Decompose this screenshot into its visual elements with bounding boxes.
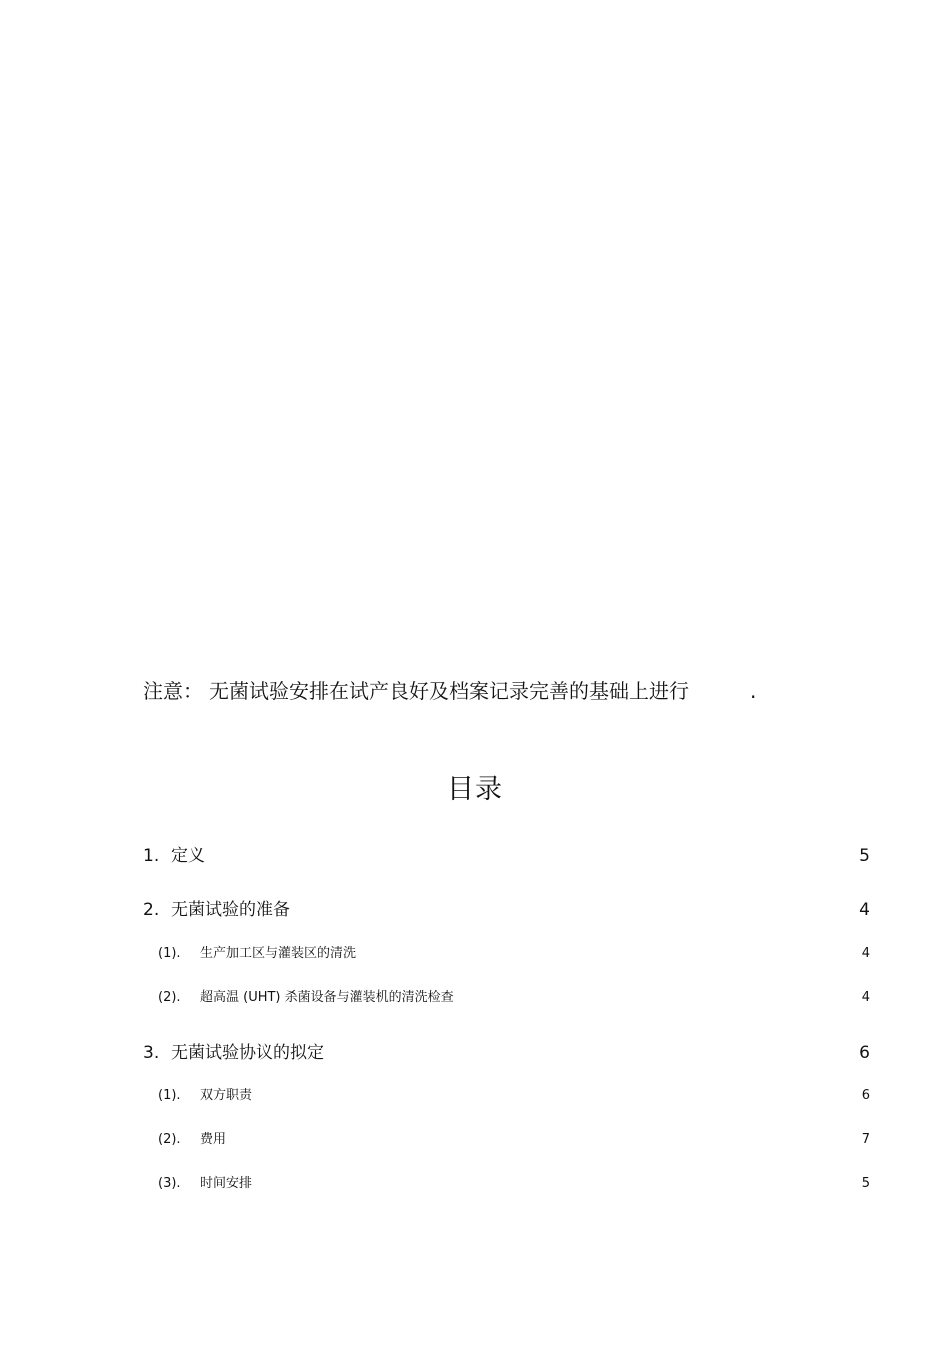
toc-entry-page: 4	[859, 900, 870, 920]
toc-title: 目录	[447, 774, 503, 805]
toc-entry-text: 无菌试验的准备	[171, 900, 290, 920]
toc-entry-text: 生产加工区与灌装区的清洗	[200, 946, 357, 961]
toc-entry-text: 超高温 (UHT) 杀菌设备与灌装机的清洗检查	[200, 990, 454, 1005]
toc-entry-text: 双方职责	[200, 1088, 253, 1103]
toc-entry-page: 5	[859, 846, 870, 866]
toc-entry-3-3[interactable]	[143, 1174, 870, 1194]
toc-entry-text: 无菌试验协议的拟定	[171, 1043, 324, 1063]
note-line	[143, 677, 689, 705]
toc-entry-number: (3).	[158, 1176, 181, 1191]
toc-entry-page: 4	[861, 946, 870, 961]
toc-entry-number: (2).	[158, 1132, 181, 1147]
toc-entry-3[interactable]	[143, 1041, 870, 1065]
toc-entry-page: 6	[859, 1043, 870, 1063]
toc-entry-2-2[interactable]	[143, 988, 870, 1008]
toc-entry-2-1[interactable]	[143, 944, 870, 964]
toc-entry-2[interactable]	[143, 898, 870, 922]
note-text: 无菌试验安排在试产良好及档案记录完善的基础上进行	[209, 679, 689, 703]
toc-entry-text: 时间安排	[200, 1176, 253, 1191]
note-end-period: .	[750, 679, 757, 703]
toc-entry-page: 7	[861, 1132, 870, 1147]
toc-entry-number: 3.	[143, 1043, 160, 1063]
toc-entry-3-1[interactable]	[143, 1086, 870, 1106]
toc-entry-number: 2.	[143, 900, 160, 920]
toc-entry-page: 4	[861, 990, 870, 1005]
toc-entry-number: (2).	[158, 990, 181, 1005]
toc-entry-number: 1.	[143, 846, 160, 866]
toc-entry-1[interactable]	[143, 844, 870, 868]
toc-entry-page: 6	[861, 1088, 870, 1103]
toc-entry-text: 费用	[200, 1132, 227, 1147]
toc-entry-number: (1).	[158, 1088, 181, 1103]
toc-entry-number: (1).	[158, 946, 181, 961]
toc-entry-text: 定义	[171, 846, 205, 866]
note-label: 注意：	[143, 679, 203, 703]
toc-entry-3-2[interactable]	[143, 1130, 870, 1150]
toc-entry-page: 5	[861, 1176, 870, 1191]
